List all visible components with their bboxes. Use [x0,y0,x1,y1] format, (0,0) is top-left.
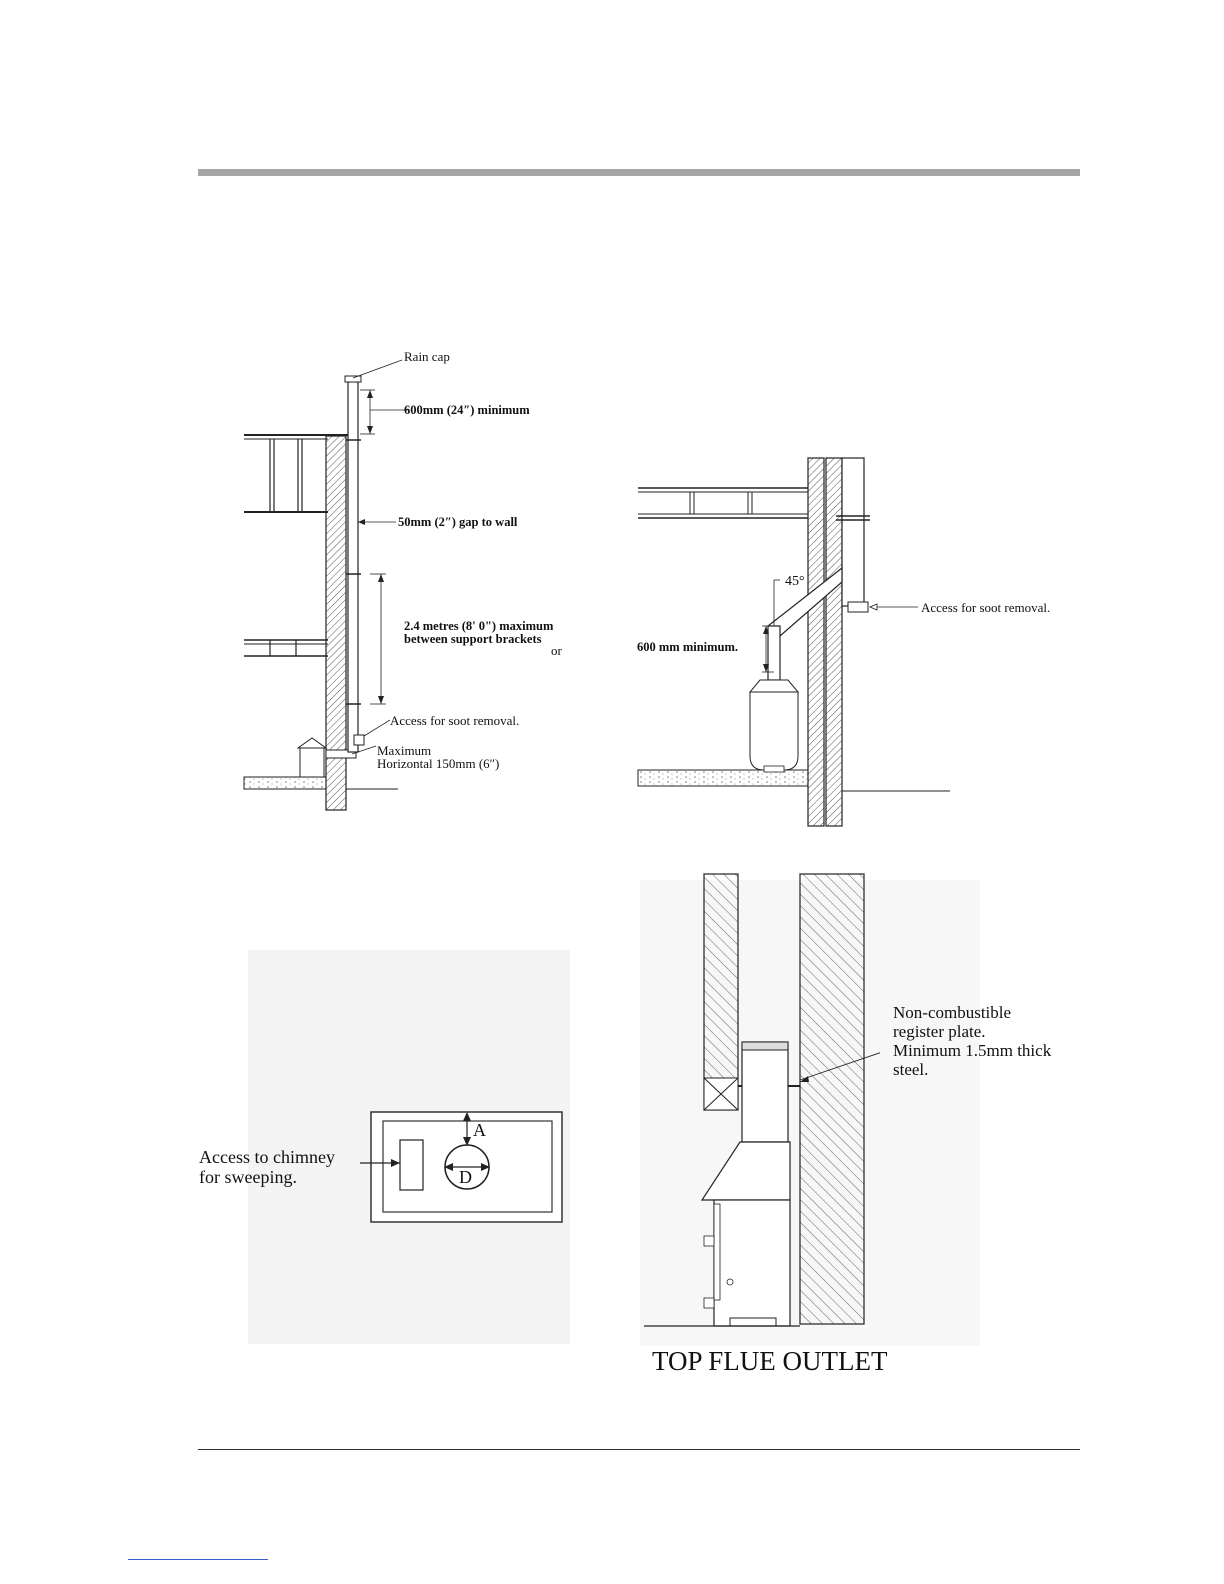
angle-label: 45° [785,574,805,589]
header-rule [198,169,1080,176]
chimney-access-label-1: Access to chimney [199,1147,335,1167]
soot-access-label: Access for soot removal. [390,713,520,728]
angled-soot-access-label: Access for soot removal. [921,600,1051,615]
wall-gap-label: 50mm (2″) gap to wall [398,515,518,529]
or-label: or [551,643,562,658]
register-plate-label-4: steel. [893,1060,929,1079]
footer-link-underline [128,1559,268,1560]
dimension-d-label: D [459,1167,472,1187]
rain-cap-label: Rain cap [404,349,450,364]
top-flue-diagram [640,870,880,1340]
min-vertical-label: 600 mm minimum. [637,640,739,654]
dimension-a-label: A [473,1120,486,1140]
register-plate-label-1: Non-combustible [893,1003,1012,1022]
register-plate-label-3: Minimum 1.5mm thick [893,1041,1052,1060]
bracket-spacing-label-1: 2.4 metres (8' 0") maximum [404,619,554,633]
register-plate-label-2: register plate. [893,1022,986,1041]
top-flue-caption: TOP FLUE OUTLET [652,1346,888,1376]
horizontal-max-label-1: Maximum [377,743,432,758]
chimney-access-label-2: for sweeping. [199,1167,297,1187]
min-height-label: 600mm (24″) minimum [404,403,530,417]
bracket-spacing-label-2: between support brackets [404,632,542,646]
top-flue-drawing [640,870,880,1340]
footer-rule [198,1449,1080,1450]
horizontal-max-label-2: Horizontal 150mm (6″) [377,756,500,771]
